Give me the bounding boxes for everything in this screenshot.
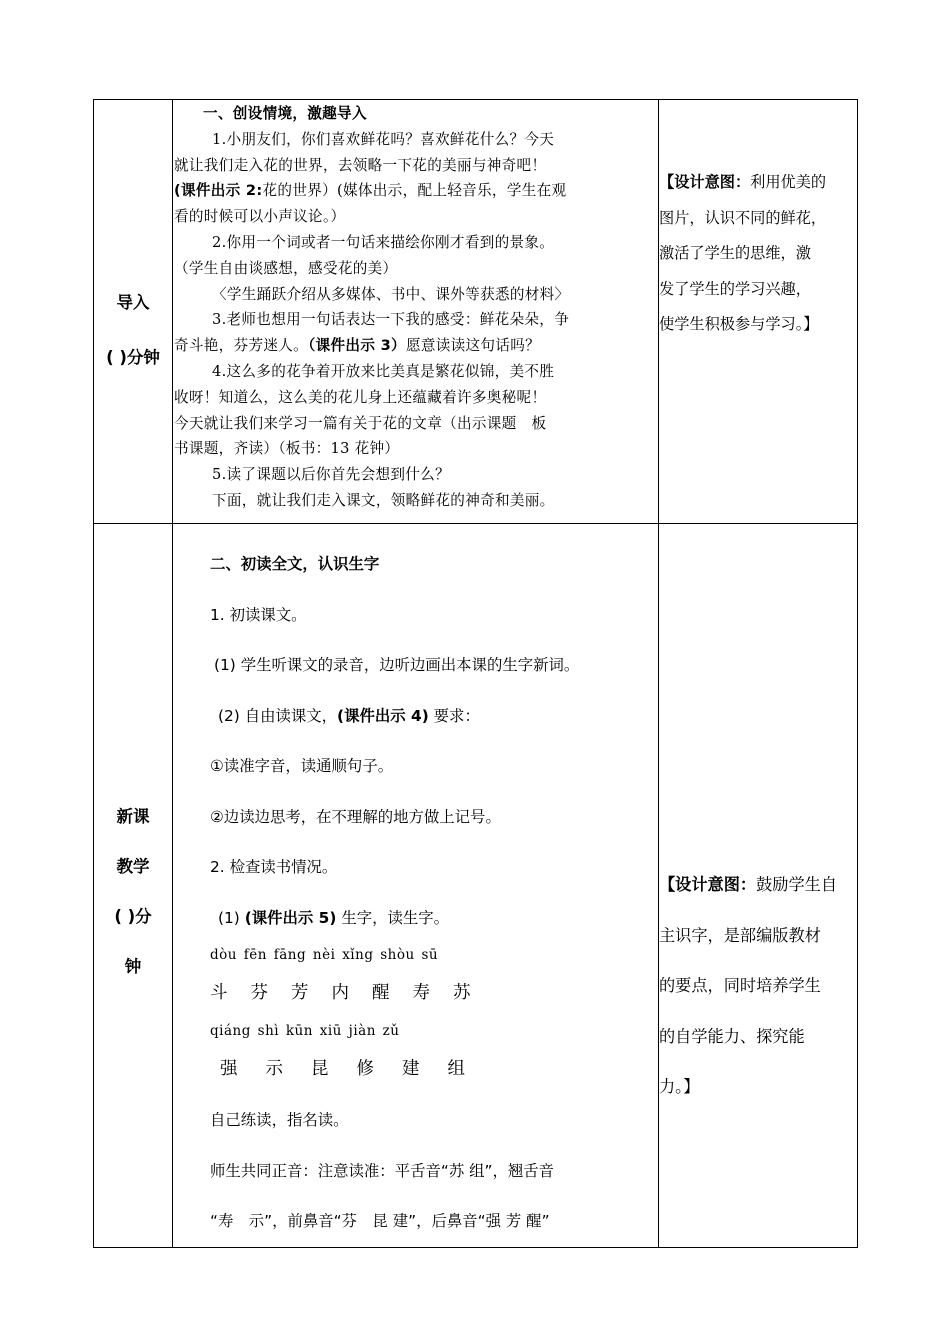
correction-line: “寿 示”，前鼻音“芬 昆 建”，后鼻音“强 芳 醒”: [210, 1212, 550, 1230]
design-intent-cell: [659, 524, 858, 1248]
section-heading: 一、创设情境，激趣导入: [203, 105, 367, 122]
character: 修: [356, 1059, 376, 1079]
procedure-line: 2.你用一个词或者一句话来描绘你刚才看到的景象。: [212, 233, 555, 251]
character: 芳: [291, 983, 311, 1003]
character: 强: [220, 1059, 240, 1079]
step-line: (1) 学生听课文的录音，边听边画出本课的生字新词。: [214, 656, 580, 674]
stage-label-line: 钟: [124, 957, 142, 976]
character-row: [210, 967, 658, 1019]
character-row: [210, 1043, 658, 1095]
step-line: 2. 检查读书情况。: [210, 858, 338, 876]
procedure-line: 4.这么多的花争着开放来比美真是繁花似锦，美不胜: [212, 362, 555, 380]
stage-minutes: ( )分钟: [106, 348, 160, 367]
table-row-intro: [94, 100, 858, 524]
table-row-new-lesson: [94, 524, 858, 1248]
stage-minutes: ( )分: [114, 907, 152, 926]
procedure-line: 3.老师也想用一句话表达一下我的感受：鲜花朵朵，争: [212, 311, 570, 329]
stage-label-line: 教学: [116, 857, 150, 876]
courseware-note: (课件出示 5): [244, 908, 337, 927]
character: 建: [402, 1059, 422, 1079]
procedure-line: 1.小朋友们，你们喜欢鲜花吗？喜欢鲜花什么？今天: [212, 130, 555, 148]
character: 示: [265, 1059, 285, 1079]
correction-line: 师生共同正音：注意读准：平舌音“苏 组”，翘舌音: [210, 1161, 555, 1180]
step-line: (2) 自由读课文，(课件出示 4) 要求：: [218, 706, 480, 725]
step-line: 1. 初读课文。: [210, 605, 307, 624]
procedure-line: （学生自由谈感想，感受花的美）: [174, 259, 398, 277]
stage-label-cell: [94, 524, 173, 1248]
character: 斗: [210, 983, 230, 1003]
procedure-line: (课件出示 2:花的世界）(媒体出示，配上轻音乐，学生在观: [174, 182, 567, 200]
procedure-cell: [173, 100, 659, 524]
step-line: (1) (课件出示 5) 生字，读生字。: [218, 908, 450, 927]
section-heading: 二、初读全文，认识生字: [210, 555, 380, 573]
procedure-line: 就让我们走入花的世界，去领略一下花的美丽与神奇吧！: [174, 156, 547, 174]
procedure-line: 收呀！知道么，这么美的花儿身上还蕴藏着许多奥秘呢！: [174, 388, 547, 406]
procedure-line: 看的时候可以小声议论。）: [174, 208, 346, 226]
design-intent: 【设计意图：利用优美的 图片，认识不同的鲜花， 激活了学生的思维，激 发了学生的学习兴趣， 使学生积极参与学习。】: [659, 173, 827, 333]
character: 寿: [412, 983, 432, 1003]
character: 醒: [372, 983, 392, 1003]
design-intent: 【设计意图：鼓励学生自 主识字，是部编版教材 的要点，同时培养学生 的自学能力、探究能 力。】: [659, 875, 838, 1096]
lesson-plan-table: [93, 99, 858, 1248]
practice-line: 自己练读，指名读。: [210, 1111, 349, 1129]
requirement-line: ①读准字音，读通顺句子。: [210, 757, 394, 775]
procedure-cell: [173, 524, 659, 1248]
procedure-line: 奇斗艳，芬芳迷人。（课件出示 3）愿意读读这句话吗？: [174, 337, 540, 355]
procedure-line: 今天就让我们来学习一篇有关于花的文章（出示课题 板: [174, 414, 547, 432]
courseware-note: (课件出示 2:: [174, 182, 263, 200]
stage-label-cell: [94, 100, 173, 524]
pinyin-line: dòu fēn fāng nèi xǐng shòu sū: [210, 947, 439, 963]
requirement-line: ②边读边思考，在不理解的地方做上记号。: [210, 807, 501, 826]
character: 内: [331, 983, 351, 1003]
character: 组: [447, 1059, 467, 1079]
pinyin-line: qiáng shì kūn xiū jiàn zǔ: [210, 1023, 400, 1039]
character: 苏: [453, 983, 473, 1003]
procedure-line: 〈学生踊跃介绍从多媒体、书中、课外等获悉的材料〉: [212, 285, 570, 303]
design-intent-cell: [659, 100, 858, 524]
procedure-line: 书课题，齐读）（板书：13 花钟）: [174, 440, 400, 458]
procedure-line: 5.读了课题以后你首先会想到什么？: [212, 466, 450, 484]
character: 芬: [250, 983, 270, 1003]
courseware-note: (课件出示 4): [337, 706, 429, 725]
character: 昆: [311, 1059, 331, 1079]
procedure-line: 下面，就让我们走入课文，领略鲜花的神奇和美丽。: [212, 491, 555, 509]
stage-label-line: 新课: [116, 807, 150, 826]
courseware-note: （课件出示 3）: [308, 337, 406, 355]
stage-label-intro: 导入: [116, 293, 150, 312]
